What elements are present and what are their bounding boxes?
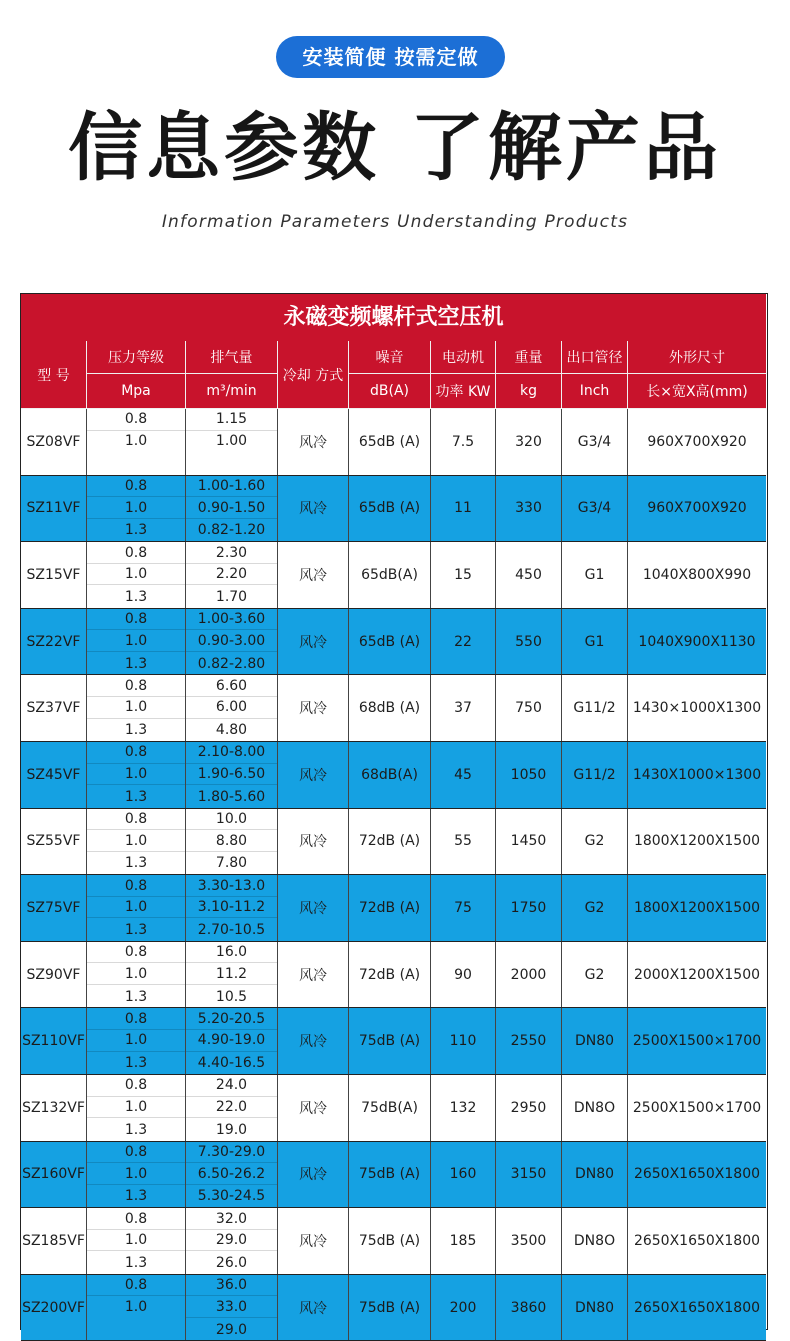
- table-row: [21, 809, 766, 876]
- cell-model: SZ15VF: [21, 542, 87, 608]
- header-model: 型 号: [21, 341, 87, 409]
- cell-noise: 72dB (A): [349, 875, 431, 941]
- sub-value: 3.10-11.2: [186, 897, 277, 919]
- header-cooling: 冷却 方式: [278, 341, 349, 409]
- sub-value: 10.5: [215, 988, 248, 1005]
- sub-value: 0.90-3.00: [186, 630, 277, 652]
- sub-value: 0.8: [87, 476, 185, 498]
- cell-model: SZ160VF: [21, 1142, 87, 1208]
- header-pressure: 压力等级: [87, 341, 186, 374]
- cell-noise: 68dB (A): [349, 675, 431, 741]
- sub-value: 36.0: [186, 1275, 277, 1297]
- cell-pressures: [87, 1275, 186, 1341]
- sub-value: 1.3: [124, 722, 148, 739]
- header-pressure-unit: Mpa: [87, 374, 186, 409]
- sub-value: 1.00-3.60: [186, 609, 277, 631]
- cell-size: 2500X1500×1700: [632, 1099, 762, 1116]
- spec-table: [20, 293, 768, 1338]
- cell-pressures: [87, 542, 186, 608]
- sub-value: 1.3: [124, 588, 148, 605]
- cell-weight: 750: [496, 675, 562, 741]
- cell-air: [186, 542, 278, 608]
- page-title: 信息参数 了解产品: [68, 105, 722, 191]
- sub-value: 4.80: [215, 722, 248, 739]
- cell-air: [186, 409, 278, 475]
- sub-value: 1.70: [215, 588, 248, 605]
- cell-model: SZ110VF: [21, 1008, 87, 1074]
- cell-cooling: 风冷: [278, 409, 349, 475]
- sub-value: 10.0: [186, 809, 277, 831]
- cell-size: 1800X1200X1500: [633, 833, 761, 850]
- cell-air: [186, 1008, 278, 1074]
- cell-air: [186, 1208, 278, 1274]
- cell-outlet: DN80: [562, 1008, 628, 1074]
- cell-power: 45: [431, 742, 496, 808]
- sub-value: 0.90-1.50: [186, 497, 277, 519]
- cell-power: 55: [431, 809, 496, 875]
- cell-weight: 1450: [496, 809, 562, 875]
- cell-power: 37: [431, 675, 496, 741]
- cell-power: 75: [431, 875, 496, 941]
- header-size-unit: 长×宽X高(mm): [628, 374, 766, 409]
- sub-value: 1.0: [87, 764, 185, 786]
- sub-value: 5.20-20.5: [186, 1008, 277, 1030]
- cell-noise: 75dB (A): [349, 1008, 431, 1074]
- table-row: [21, 542, 766, 609]
- cell-size: 1430×1000X1300: [632, 700, 762, 717]
- sub-value: 7.30-29.0: [186, 1142, 277, 1164]
- cell-pressures: [87, 1008, 186, 1074]
- cell-size: 1040X800X990: [642, 566, 752, 583]
- cell-noise: 65dB (A): [349, 476, 431, 542]
- sub-value: 5.30-24.5: [197, 1188, 266, 1205]
- header-weight: 重量: [496, 341, 562, 374]
- table-row: [21, 476, 766, 543]
- cell-pressures: [87, 742, 186, 808]
- sub-value: 29.0: [186, 1230, 277, 1252]
- table-row: [21, 675, 766, 742]
- cell-size: 1800X1200X1500: [633, 899, 761, 916]
- cell-size: 2650X1650X1800: [633, 1232, 761, 1249]
- sub-value: 16.0: [186, 942, 277, 964]
- cell-air: [186, 809, 278, 875]
- sub-value: 0.8: [87, 609, 185, 631]
- cell-model: SZ22VF: [21, 609, 87, 675]
- cell-air: [186, 476, 278, 542]
- sub-value: 1.3: [124, 1121, 148, 1138]
- sub-value: 0.8: [87, 542, 185, 564]
- cell-power: 15: [431, 542, 496, 608]
- sub-value: 29.0: [215, 1321, 248, 1338]
- table-row: [21, 742, 766, 809]
- sub-value: 0.8: [87, 1075, 185, 1097]
- sub-value: 1.0: [87, 1163, 185, 1185]
- cell-noise: 65dB (A): [349, 609, 431, 675]
- sub-value: 19.0: [215, 1121, 248, 1138]
- sub-value: 26.0: [215, 1254, 248, 1271]
- sub-value: 4.90-19.0: [186, 1030, 277, 1052]
- sub-value: 1.0: [87, 1030, 185, 1052]
- sub-value: 2.10-8.00: [186, 742, 277, 764]
- table-row: [21, 1275, 766, 1341]
- sub-value: 0.8: [87, 809, 185, 831]
- sub-value: 22.0: [186, 1097, 277, 1119]
- cell-air: [186, 742, 278, 808]
- cell-model: SZ200VF: [21, 1275, 87, 1341]
- sub-value: 0.8: [87, 1008, 185, 1030]
- table-row: [21, 942, 766, 1009]
- sub-value: 0.8: [87, 409, 185, 431]
- header-motor: 电动机: [431, 341, 496, 374]
- cell-pressures: [87, 875, 186, 941]
- cell-outlet: DN80: [562, 1142, 628, 1208]
- sub-value: 1.80-5.60: [197, 788, 266, 805]
- sub-value: 1.15: [186, 409, 277, 431]
- cell-pressures: [87, 1208, 186, 1274]
- sub-value: 1.3: [124, 921, 148, 938]
- sub-value: 1.3: [124, 655, 148, 672]
- header-outlet: 出口管径: [562, 341, 628, 374]
- cell-cooling: 风冷: [278, 742, 349, 808]
- cell-cooling: 风冷: [278, 1008, 349, 1074]
- cell-noise: 75dB (A): [349, 1208, 431, 1274]
- sub-value: 6.50-26.2: [186, 1163, 277, 1185]
- cell-weight: 320: [496, 409, 562, 475]
- sub-value: 3.30-13.0: [186, 875, 277, 897]
- cell-cooling: 风冷: [278, 476, 349, 542]
- header-air-unit: m³/min: [186, 374, 278, 409]
- sub-value: 1.00-1.60: [186, 476, 277, 498]
- header-outlet-unit: Inch: [562, 374, 628, 409]
- cell-size: 1430X1000×1300: [632, 766, 762, 783]
- sub-value: 4.40-16.5: [197, 1055, 266, 1072]
- cell-pressures: [87, 809, 186, 875]
- cell-weight: 3150: [496, 1142, 562, 1208]
- cell-model: SZ90VF: [21, 942, 87, 1008]
- cell-noise: 65dB (A): [349, 409, 431, 475]
- cell-power: 110: [431, 1008, 496, 1074]
- sub-value: 1.3: [124, 855, 148, 872]
- cell-pressures: [87, 675, 186, 741]
- sub-value: 0.8: [87, 742, 185, 764]
- cell-size: 960X700X920: [647, 433, 747, 450]
- cell-pressures: [87, 1142, 186, 1208]
- table-row: [21, 875, 766, 942]
- cell-air: [186, 1142, 278, 1208]
- sub-value: 0.8: [87, 875, 185, 897]
- sub-value: 0.8: [87, 1142, 185, 1164]
- cell-model: SZ37VF: [21, 675, 87, 741]
- cell-size: 2500X1500×1700: [632, 1033, 762, 1050]
- sub-value: 7.80: [215, 855, 248, 872]
- cell-outlet: DN8O: [562, 1208, 628, 1274]
- sub-value: 1.3: [124, 1188, 148, 1205]
- sub-value: 1.00: [215, 433, 248, 450]
- cell-noise: 72dB (A): [349, 942, 431, 1008]
- cell-cooling: 风冷: [278, 942, 349, 1008]
- cell-weight: 1750: [496, 875, 562, 941]
- cell-noise: 65dB(A): [349, 542, 431, 608]
- cell-noise: 75dB (A): [349, 1142, 431, 1208]
- sub-value: 2.70-10.5: [197, 921, 266, 938]
- cell-air: [186, 875, 278, 941]
- cell-power: 7.5: [431, 409, 496, 475]
- cell-cooling: 风冷: [278, 1208, 349, 1274]
- sub-value: 1.3: [124, 1254, 148, 1271]
- cell-outlet: G2: [562, 809, 628, 875]
- cell-model: SZ45VF: [21, 742, 87, 808]
- cell-power: 200: [431, 1275, 496, 1341]
- header-motor-unit: 功率 KW: [431, 374, 496, 409]
- cell-model: SZ55VF: [21, 809, 87, 875]
- sub-value: 1.3: [124, 1055, 148, 1072]
- cell-weight: 330: [496, 476, 562, 542]
- cell-pressures: [87, 409, 186, 475]
- cell-outlet: G2: [562, 942, 628, 1008]
- cell-outlet: G2: [562, 875, 628, 941]
- sub-value: 1.0: [87, 830, 185, 852]
- sub-value: 6.60: [186, 675, 277, 697]
- cell-outlet: G1: [562, 609, 628, 675]
- header-weight-unit: kg: [496, 374, 562, 409]
- cell-power: 160: [431, 1142, 496, 1208]
- cell-power: 185: [431, 1208, 496, 1274]
- cell-outlet: G3/4: [562, 409, 628, 475]
- cell-cooling: 风冷: [278, 609, 349, 675]
- cell-weight: 450: [496, 542, 562, 608]
- cell-power: 132: [431, 1075, 496, 1141]
- sub-value: 33.0: [186, 1296, 277, 1318]
- cell-model: SZ185VF: [21, 1208, 87, 1274]
- header-air: 排气量: [186, 341, 278, 374]
- cell-power: 11: [431, 476, 496, 542]
- cell-noise: 68dB(A): [349, 742, 431, 808]
- cell-air: [186, 609, 278, 675]
- cell-cooling: 风冷: [278, 809, 349, 875]
- sub-value: 1.0: [87, 630, 185, 652]
- table-title: 永磁变频螺杆式空压机: [21, 294, 766, 342]
- cell-model: SZ132VF: [21, 1075, 87, 1141]
- sub-value: 2.20: [186, 564, 277, 586]
- feature-badge: 安装简便 按需定做: [276, 36, 505, 78]
- cell-air: [186, 675, 278, 741]
- cell-outlet: DN8O: [562, 1075, 628, 1141]
- sub-value: 24.0: [186, 1075, 277, 1097]
- cell-weight: 2000: [496, 942, 562, 1008]
- cell-size: 2000X1200X1500: [633, 966, 761, 983]
- cell-cooling: 风冷: [278, 1142, 349, 1208]
- sub-value: 8.80: [186, 830, 277, 852]
- cell-noise: 75dB (A): [349, 1275, 431, 1341]
- cell-size: 2650X1650X1800: [633, 1299, 761, 1316]
- sub-value: 32.0: [186, 1208, 277, 1230]
- header-size: 外形尺寸: [628, 341, 766, 374]
- cell-weight: 2550: [496, 1008, 562, 1074]
- sub-value: 2.30: [186, 542, 277, 564]
- cell-model: SZ75VF: [21, 875, 87, 941]
- cell-pressures: [87, 942, 186, 1008]
- table-row: [21, 1208, 766, 1275]
- cell-model: SZ08VF: [21, 409, 87, 475]
- table-row: [21, 1142, 766, 1209]
- table-row: [21, 609, 766, 676]
- cell-outlet: G11/2: [562, 675, 628, 741]
- sub-value: 1.0: [124, 1299, 148, 1316]
- cell-weight: 3860: [496, 1275, 562, 1341]
- sub-value: 0.82-1.20: [197, 522, 266, 539]
- sub-value: 11.2: [186, 963, 277, 985]
- sub-value: 0.8: [87, 1275, 185, 1297]
- sub-value: 0.82-2.80: [197, 655, 266, 672]
- sub-value: 1.0: [124, 433, 148, 450]
- sub-value: 6.00: [186, 697, 277, 719]
- sub-value: 1.0: [87, 497, 185, 519]
- cell-weight: 1050: [496, 742, 562, 808]
- sub-value: 0.8: [87, 942, 185, 964]
- cell-weight: 2950: [496, 1075, 562, 1141]
- cell-noise: 72dB (A): [349, 809, 431, 875]
- page-subtitle: Information Parameters Understanding Products: [161, 212, 629, 232]
- cell-pressures: [87, 1075, 186, 1141]
- cell-size: 2650X1650X1800: [633, 1166, 761, 1183]
- sub-value: 1.3: [124, 788, 148, 805]
- cell-pressures: [87, 476, 186, 542]
- sub-value: 1.90-6.50: [186, 764, 277, 786]
- cell-power: 90: [431, 942, 496, 1008]
- header-noise: 噪音: [349, 341, 431, 374]
- cell-weight: 3500: [496, 1208, 562, 1274]
- sub-value: 1.0: [87, 697, 185, 719]
- cell-cooling: 风冷: [278, 875, 349, 941]
- table-row: [21, 409, 766, 476]
- cell-power: 22: [431, 609, 496, 675]
- cell-outlet: DN80: [562, 1275, 628, 1341]
- cell-cooling: 风冷: [278, 1275, 349, 1341]
- sub-value: 1.0: [87, 897, 185, 919]
- cell-cooling: 风冷: [278, 675, 349, 741]
- sub-value: 0.8: [87, 1208, 185, 1230]
- cell-weight: 550: [496, 609, 562, 675]
- cell-outlet: G11/2: [562, 742, 628, 808]
- cell-outlet: G3/4: [562, 476, 628, 542]
- cell-air: [186, 1275, 278, 1341]
- sub-value: 1.0: [87, 564, 185, 586]
- sub-value: 1.0: [87, 963, 185, 985]
- header-noise-unit: dB(A): [349, 374, 431, 409]
- cell-cooling: 风冷: [278, 542, 349, 608]
- cell-noise: 75dB(A): [349, 1075, 431, 1141]
- cell-air: [186, 942, 278, 1008]
- sub-value: 1.0: [87, 1230, 185, 1252]
- sub-value: 0.8: [87, 675, 185, 697]
- sub-value: 1.3: [124, 988, 148, 1005]
- cell-cooling: 风冷: [278, 1075, 349, 1141]
- cell-outlet: G1: [562, 542, 628, 608]
- sub-value: 1.0: [87, 1097, 185, 1119]
- table-row: [21, 1075, 766, 1142]
- cell-size: 960X700X920: [647, 500, 747, 517]
- cell-air: [186, 1075, 278, 1141]
- cell-model: SZ11VF: [21, 476, 87, 542]
- sub-value: 1.3: [124, 522, 148, 539]
- cell-pressures: [87, 609, 186, 675]
- cell-size: 1040X900X1130: [638, 633, 756, 650]
- table-row: [21, 1008, 766, 1075]
